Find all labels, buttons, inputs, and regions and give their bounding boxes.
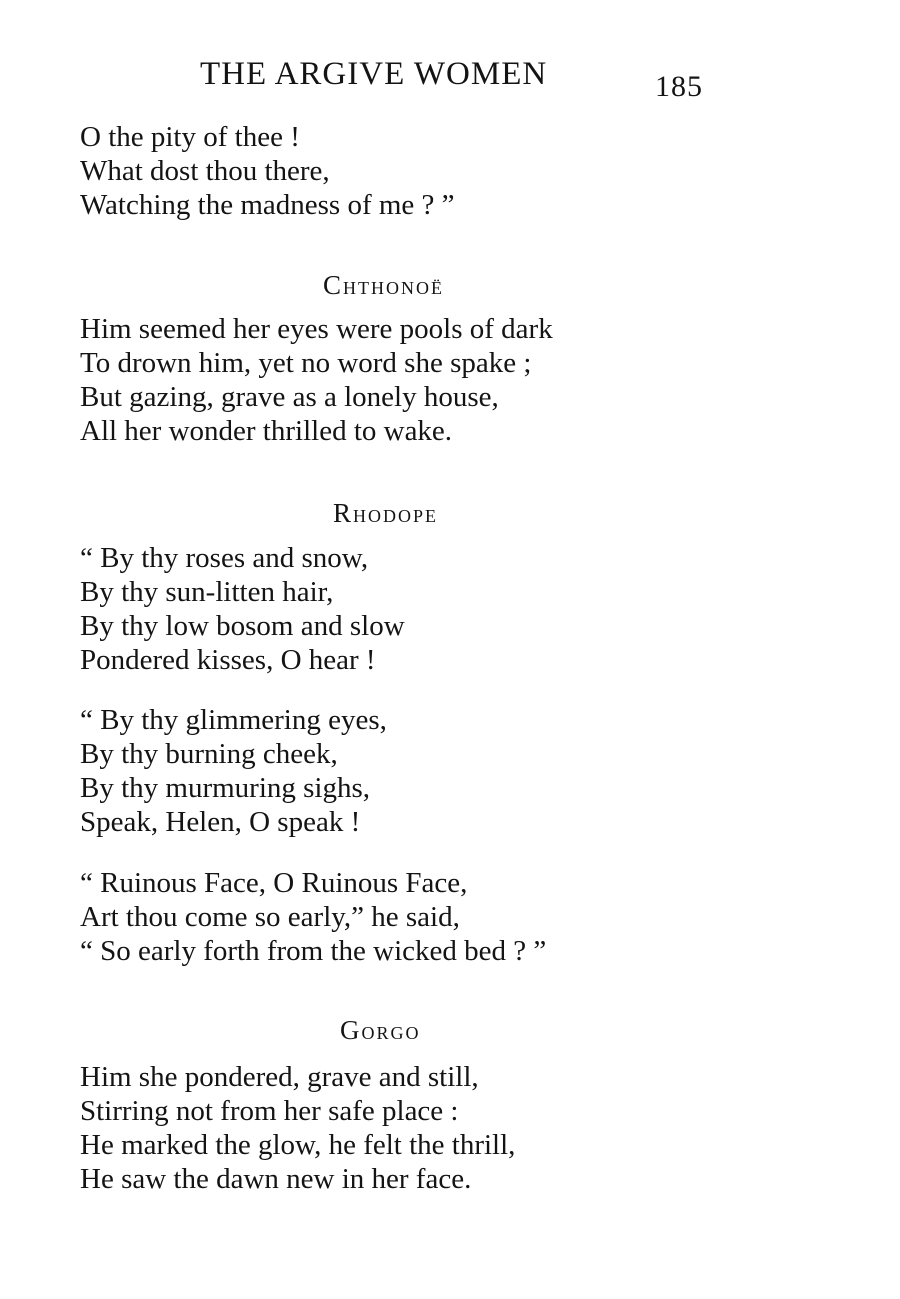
verse-line: Pondered kisses, O hear ! bbox=[80, 644, 376, 676]
speaker-heading-gorgo: Gorgo bbox=[340, 1015, 421, 1045]
verse-line: He saw the dawn new in her face. bbox=[80, 1163, 472, 1195]
speaker-heading-chthonoe: Chthonoë bbox=[323, 270, 445, 300]
stanza-5 bbox=[80, 866, 546, 968]
verse-line: “ So early forth from the wicked bed ? ” bbox=[80, 935, 547, 967]
running-title: THE ARGIVE WOMEN bbox=[200, 56, 548, 92]
verse-line: By thy low bosom and slow bbox=[80, 610, 405, 642]
stanza-4 bbox=[80, 703, 387, 839]
verse-line: Art thou come so early,” he said, bbox=[80, 901, 460, 933]
speaker-heading-rhodope: Rhodope bbox=[333, 498, 439, 528]
stanza-3 bbox=[80, 541, 405, 677]
stanza-2 bbox=[80, 312, 553, 448]
verse-line: He marked the glow, he felt the thrill, bbox=[80, 1129, 516, 1161]
verse-line: Stirring not from her safe place : bbox=[80, 1095, 459, 1127]
stanza-6 bbox=[80, 1060, 515, 1196]
verse-line: Him seemed her eyes were pools of dark bbox=[80, 313, 553, 345]
verse-line: “ By thy glimmering eyes, bbox=[80, 704, 387, 736]
verse-line: By thy murmuring sighs, bbox=[80, 772, 371, 804]
verse-line: Watching the madness of me ? ” bbox=[80, 189, 455, 221]
verse-line: By thy burning cheek, bbox=[80, 738, 338, 770]
verse-line: “ By thy roses and snow, bbox=[80, 542, 369, 574]
verse-line: What dost thou there, bbox=[80, 155, 330, 187]
verse-line: “ Ruinous Face, O Ruinous Face, bbox=[80, 867, 468, 899]
verse-line: All her wonder thrilled to wake. bbox=[80, 415, 453, 447]
verse-line: By thy sun-litten hair, bbox=[80, 576, 334, 608]
page-number: 185 bbox=[655, 70, 703, 103]
verse-line: O the pity of thee ! bbox=[80, 121, 300, 153]
verse-line: Speak, Helen, O speak ! bbox=[80, 806, 361, 838]
stanza-1 bbox=[80, 120, 455, 222]
verse-line: Him she pondered, grave and still, bbox=[80, 1061, 479, 1093]
verse-line: But gazing, grave as a lonely house, bbox=[80, 381, 499, 413]
verse-line: To drown him, yet no word she spake ; bbox=[80, 347, 532, 379]
